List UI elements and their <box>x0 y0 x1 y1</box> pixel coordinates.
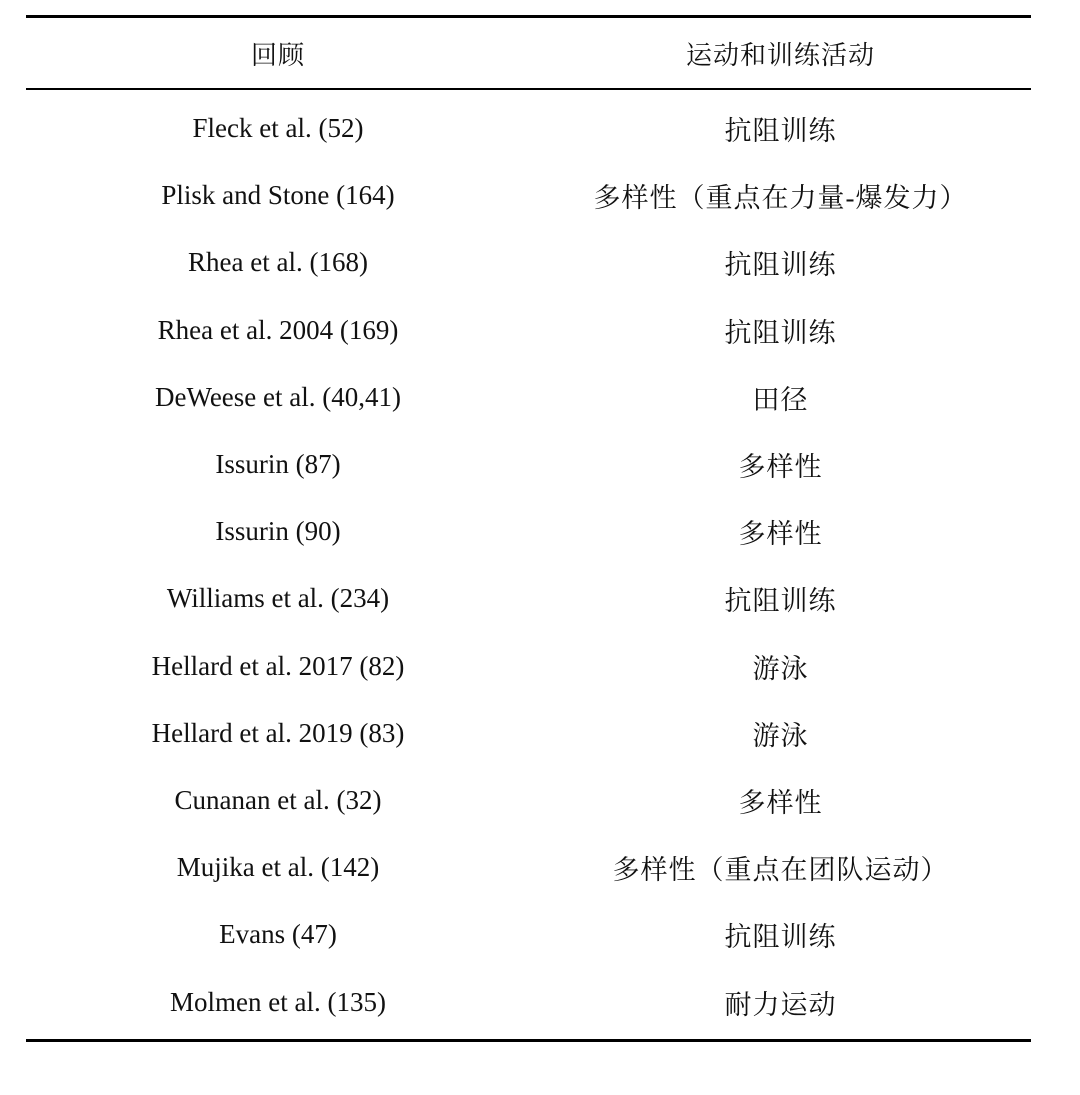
review-cell: Rhea et al. (168) <box>188 247 368 278</box>
review-cell: Fleck et al. (52) <box>192 113 364 144</box>
table-row <box>26 297 1031 364</box>
table-row <box>26 834 1031 901</box>
table-row <box>26 968 1031 1035</box>
review-cell: Williams et al. (234) <box>166 583 390 614</box>
table-row <box>26 498 1031 565</box>
review-cell: Rhea et al. 2004 (169) <box>157 314 399 345</box>
table-row <box>26 565 1031 632</box>
review-cell: Hellard et al. 2019 (83) <box>151 717 405 748</box>
review-cell: Evans (47) <box>219 919 337 950</box>
activity-cell: 抗阻训练 <box>724 317 837 348</box>
table-row <box>26 767 1031 834</box>
header-activity: 运动和训练活动 <box>685 40 875 70</box>
activity-cell: 抗阻训练 <box>724 116 837 147</box>
table-row <box>26 364 1031 431</box>
review-cell: DeWeese et al. (40,41) <box>155 381 401 412</box>
activity-cell: 抗阻训练 <box>724 586 837 617</box>
review-cell: Hellard et al. 2017 (82) <box>151 650 405 681</box>
table-row <box>26 700 1031 767</box>
activity-cell: 抗阻训练 <box>724 250 837 281</box>
review-cell: Mujika et al. (142) <box>176 852 380 883</box>
table-body <box>26 90 1031 1039</box>
review-cell: Cunanan et al. (32) <box>174 784 382 815</box>
header-review: 回顾 <box>250 40 305 70</box>
activity-cell: 多样性（重点在团队运动） <box>612 855 949 886</box>
table-row <box>26 229 1031 296</box>
activity-cell: 多样性 <box>738 519 823 550</box>
review-cell: Plisk and Stone (164) <box>161 180 395 211</box>
table-row <box>26 901 1031 968</box>
activity-cell: 游泳 <box>752 720 809 751</box>
review-cell: Molmen et al. (135) <box>170 986 386 1017</box>
table-row <box>26 431 1031 498</box>
activity-cell: 耐力运动 <box>724 989 837 1020</box>
table-row <box>26 633 1031 700</box>
table-header-row <box>26 18 1031 88</box>
activity-cell: 游泳 <box>752 653 809 684</box>
review-cell: Issurin (87) <box>215 449 341 480</box>
table-bottom-rule <box>26 1039 1031 1042</box>
review-table <box>26 15 1031 1042</box>
table-row <box>26 162 1031 229</box>
review-cell: Issurin (90) <box>215 516 341 547</box>
table-row <box>26 95 1031 162</box>
activity-cell: 抗阻训练 <box>724 922 837 953</box>
activity-cell: 多样性（重点在力量-爆发力） <box>593 183 968 214</box>
activity-cell: 田径 <box>752 384 809 415</box>
activity-cell: 多样性 <box>738 787 823 818</box>
activity-cell: 多样性 <box>738 452 823 483</box>
